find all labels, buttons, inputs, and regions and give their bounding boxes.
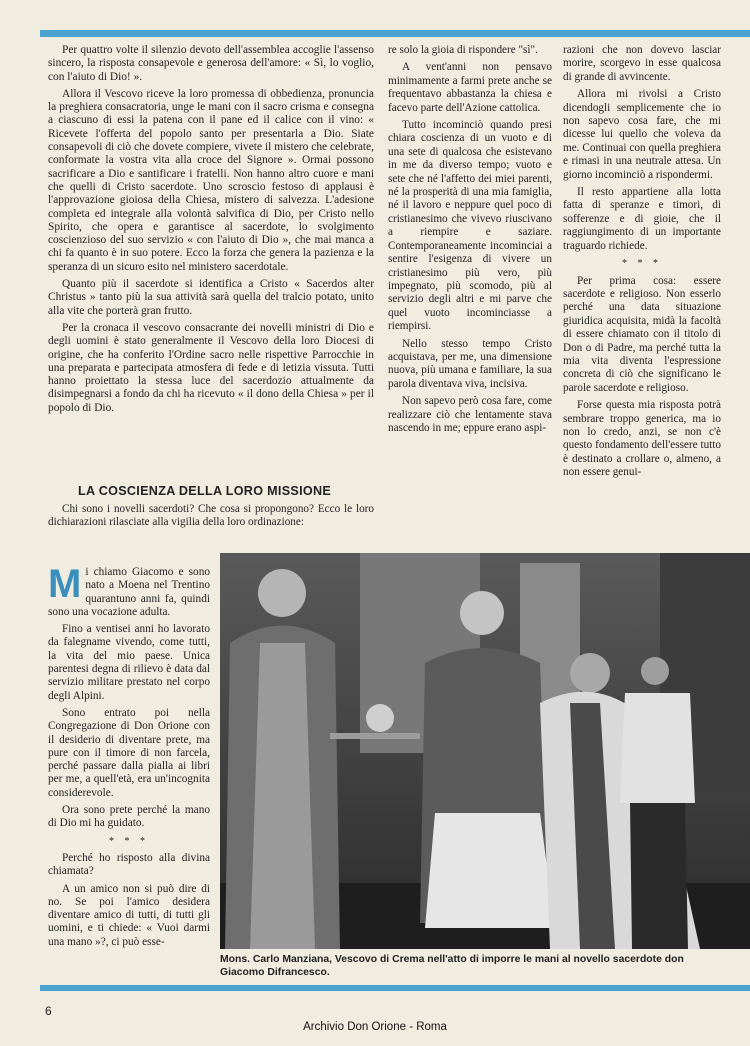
ordination-photo xyxy=(220,553,750,949)
paragraph: Sono entrato poi nella Congregazione di Don Orione con il desiderio di diventare prete, ma pure con il timore di non farcela, perché passare dalla pialla ai libri per me, a quell'età, era un'incognita considerevole. xyxy=(48,706,210,799)
archive-footer: Archivio Don Orione - Roma xyxy=(303,1021,447,1033)
first-paragraph-text: i chiamo Giacomo e sono nato a Moena nel Trentino quarantuno anni fa, quindi sono una vocazione adulta. xyxy=(48,566,210,618)
section-separator: * * * xyxy=(109,835,149,847)
intro-paragraph xyxy=(48,503,374,534)
column-d xyxy=(48,562,210,953)
paragraph: Quanto più il sacerdote si identifica a Cristo « Sacerdos alter Christus » tanto più la sua attività sarà quella del tralcio potato, unito alla vite che porterà gran frutto. xyxy=(48,278,374,317)
paragraph: Perché ho risposto alla divina chiamata? xyxy=(48,851,210,878)
photo-illustration xyxy=(220,553,750,949)
column-b xyxy=(388,44,552,439)
paragraph: Allora il Vescovo riceve la loro promessa di obbedienza, pronuncia la preghiera consacratoria, unge le mani con il sacro crisma e consegna a ciascuno di essi la patena con il pane ed il calice con il vino: « Ricevete l'offerta del popolo santo per presentarla a Dio. Siate consapevoli di ciò che dovete compiere, vivete il mistero che celebrate, conformate la vostra vita alla croce del Signore ». Ormai possono sacrificare a Dio e santificare i fratelli. Non hanno altro cuore e mani che quelli di Cristo sacerdote. Uno scroscio festoso di applausi è l'approvazione gioiosa della Chiesa, mistero di salvezza. L'adesione completa ed integrale alla volontà salvifica di Dio, per Cristo nello Spirito, che opera e garantisce al sacerdote, lo svolgimento coscienzioso del suo servizio « con l'aiuto di Dio », che mai manca a chi fa quanto è in suo potere. Ecco la forza che genera la pazienza e la speranza di un sicuro esito nel ministero sacerdotale. xyxy=(48,87,374,273)
paragraph: Forse questa mia risposta potrà sembrare troppo generica, ma io non lo credo, anzi, se non c'è questo fondamento dell'essere tutto è destinato a crollare o, almeno, a non essere genui- xyxy=(563,399,721,479)
paragraph: Non sapevo però cosa fare, come realizzare ciò che lentamente stava nascendo in me; eppure erano aspi- xyxy=(388,395,552,434)
section-separator: * * * xyxy=(622,258,662,270)
paragraph: razioni che non dovevo lasciar morire, scorgevo in esse qualcosa di grande di avvincente. xyxy=(563,44,721,83)
paragraph: A un amico non si può dire di no. Se poi l'amico desidera diventare amico di tutti, di tutti gli uomini, e ti chiede: « Vuoi darmi una mano »?, ci può esse- xyxy=(48,882,210,948)
drop-cap: M xyxy=(48,562,82,606)
paragraph: Il resto appartiene alla lotta fatta di speranze e timori, di sofferenze e di gioie, che il raggiungimento di un importante traguardo richiede. xyxy=(563,186,721,252)
photo-caption: Mons. Carlo Manziana, Vescovo di Crema nell'atto di imporre le mani al novello sacerdote don Giacomo Difrancesco. xyxy=(220,954,684,978)
paragraph-first xyxy=(48,562,210,619)
paragraph: Ora sono prete perché la mano di Dio mi ha guidato. xyxy=(48,804,210,830)
page-number: 6 xyxy=(45,1004,52,1018)
paragraph: A vent'anni non pensavo minimamente a farmi prete anche se frequentavo abbastanza la chiesa e facevo parte dell'Azione cattolica. xyxy=(388,61,552,114)
paragraph: Tutto incominciò quando presi chiara coscienza di un vuoto e di una sete di qualcosa che esistevano in me da diverso tempo; vuoto e sete che né l'affetto dei miei parenti, né la prosperità di una mia famiglia, né il lavoro e neppure quel poco di cristianesimo che vivevo riuscivano a riempire e saziare. Contemporaneamente incominciai a sentire l'esigenza di vivere un cristianesimo più vero, più impegnato, più scomodo, più al servizio degli altri e mi parve che quel vuoto incominciasse a riempirsi. xyxy=(388,119,552,333)
paragraph: Allora mi rivolsi a Cristo dicendogli semplicemente che io non sapevo cosa fare, che mi dicesse lui quello che voleva da me. Continuai con quella preghiera e rimasi in una neutrale attesa. Un giorno incominciò a rispondermi. xyxy=(563,88,721,181)
top-accent-bar xyxy=(40,30,750,37)
paragraph: re solo la gioia di rispondere "sì". xyxy=(388,44,538,56)
paragraph: Per prima cosa: essere sacerdote e religioso. Non esserlo perché una data situazione giuridica acquisita, midà la facoltà di essere chiamato con il titolo di Don o di Padre, ma perché tutta la mia vita diventa l'espressione concreta di ciò che significano le parole sacerdote e religioso. xyxy=(563,274,721,394)
paragraph: Chi sono i novelli sacerdoti? Che cosa si propongono? Ecco le loro dichiarazioni rilasciate alla vigilia della loro ordinazione: xyxy=(48,503,374,529)
paragraph: Fino a ventisei anni ho lavorato da falegname vivendo, come tutti, la vita del mio paese. Unica parentesi degna di rilievo è data dal servizio militare prestato nel corpo degli Alpini. xyxy=(48,623,210,702)
column-c xyxy=(563,44,721,484)
column-a xyxy=(48,44,374,419)
paragraph: Nello stesso tempo Cristo acquistava, per me, una dimensione nuova, più umana e familiare, la sua parola diventava viva, incisiva. xyxy=(388,337,552,390)
paragraph: Per la cronaca il vescovo consacrante dei novelli ministri di Dio e degli uomini è stato generalmente il Vescovo della loro Diocesi di origine, che ha conferito l'Ordine sacro nelle rispettive Parrocchie in una preparata e partecipata atmosfera di fede e di letizia vissuta. Tutti hanno proiettato la stessa luce del sacerdozio attualmente da disimpegnarsi a fondo da chi ha ricevuto « il dono della Chiesa » per il popolo di Dio. xyxy=(48,321,374,414)
section-heading: LA COSCIENZA DELLA LORO MISSIONE xyxy=(78,484,332,498)
paragraph: Per quattro volte il silenzio devoto dell'assemblea accoglie l'assenso sincero, la risposta consapevole e generosa dell'amore: « Sì, lo voglio, con l'aiuto di Dio! ». xyxy=(48,44,374,83)
bottom-accent-bar xyxy=(40,985,750,991)
